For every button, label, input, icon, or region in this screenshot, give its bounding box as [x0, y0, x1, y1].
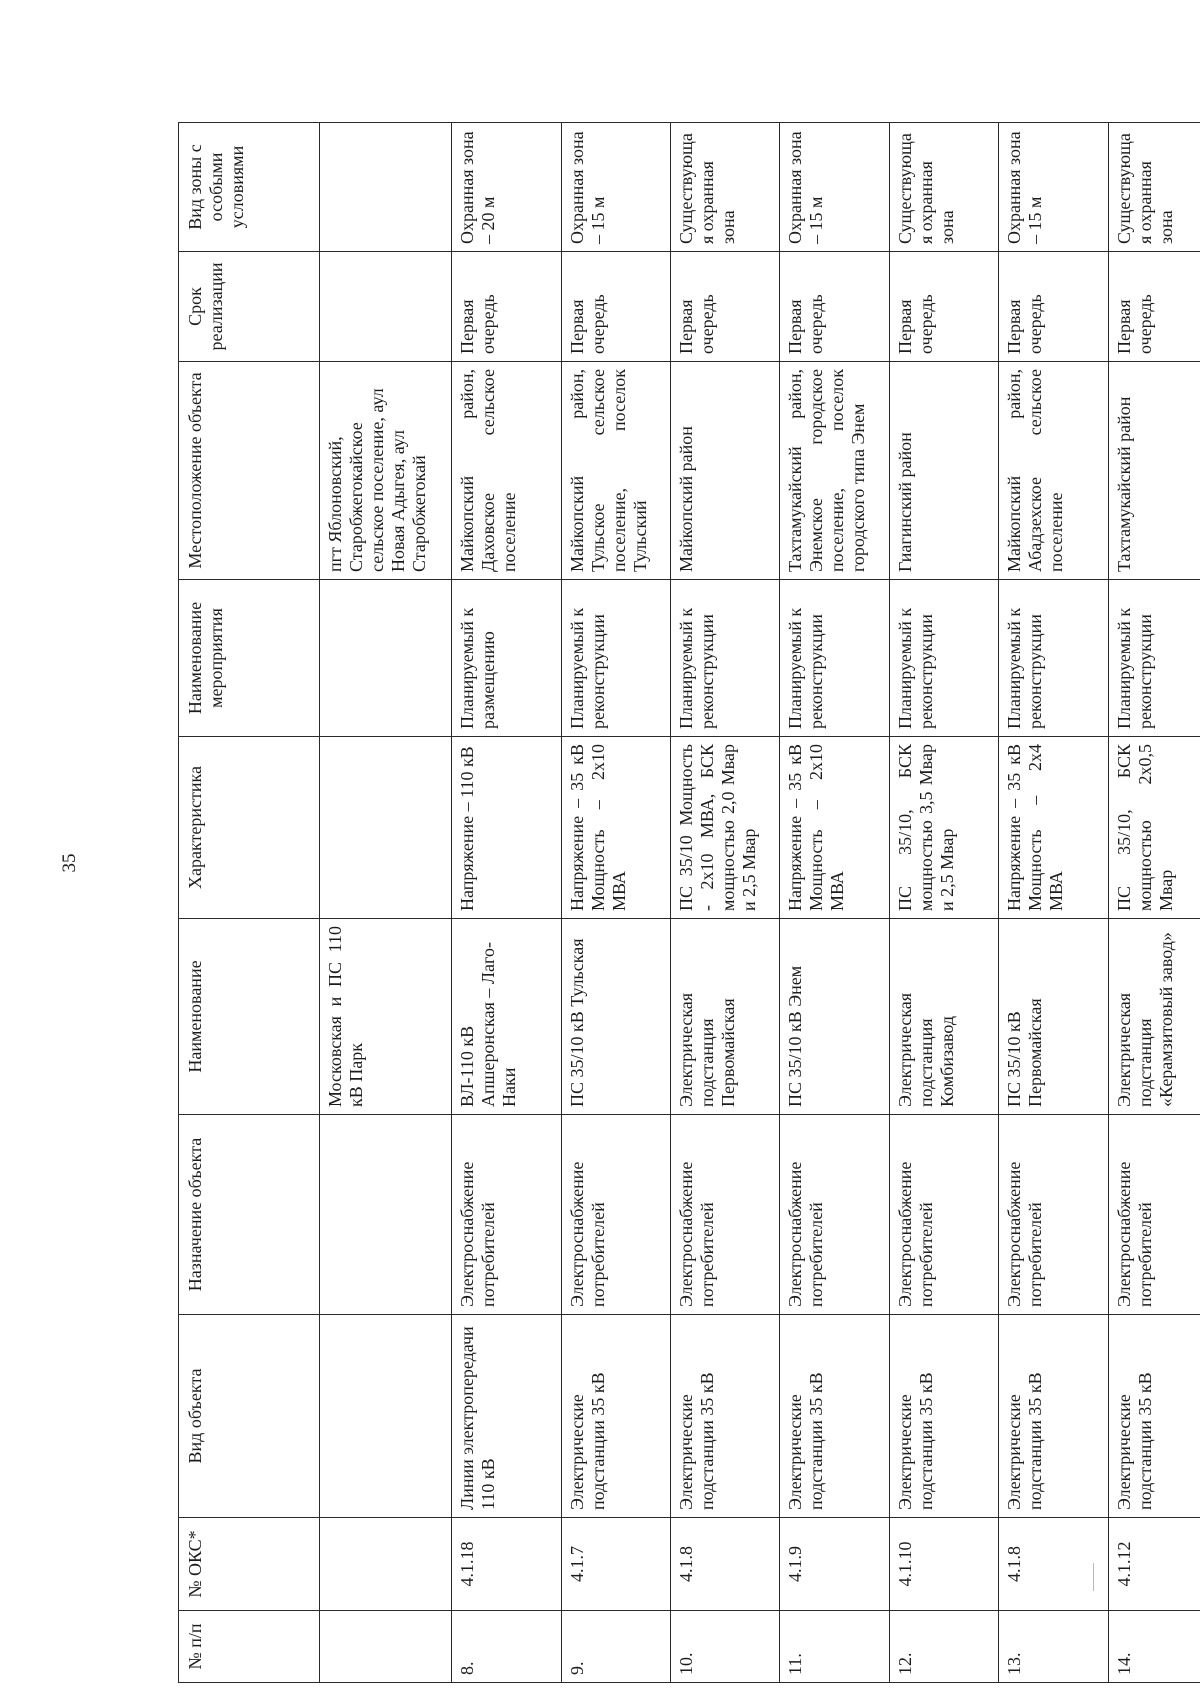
rotated-table-container — [178, 123, 1200, 1683]
table-cell-zone: Охранная зона – 15 м — [780, 123, 889, 252]
table-cell-num: 8. — [452, 1611, 561, 1683]
table-cell-action: Планируемый к размещению — [452, 580, 561, 737]
table-cell-name: ПС 35/10 кВ Энем — [780, 919, 889, 1115]
table-cell-action: Планируемый к реконструкции — [561, 580, 670, 737]
table-cell-kind: Электрические подстанции 35 кВ — [1108, 1315, 1200, 1518]
table-cell-purpose: Электроснабжение потребителей — [671, 1115, 780, 1315]
table-cell-spec: Напряжение – 110 кВ — [452, 737, 561, 919]
header-cell: Наименование — [179, 919, 320, 1115]
table-row — [780, 123, 889, 1683]
table-cell-term: Первая очередь — [999, 252, 1108, 362]
table-cell-oks: 4.1.18 — [452, 1518, 561, 1611]
table-cell-oks: 4.1.8 — [999, 1518, 1108, 1611]
table-cell — [320, 252, 452, 362]
table-cell-name: ПС 35/10 кВ Первомайская — [999, 919, 1108, 1115]
table-cell-name: ВЛ-110 кВ Апшеронская – Лаго-Наки — [452, 919, 561, 1115]
table-cell-location: Майкопский район, Даховское сельское поселение — [452, 362, 561, 580]
table-cell-num: 9. — [561, 1611, 670, 1683]
table-cell-oks: 4.1.7 — [561, 1518, 670, 1611]
table-cell-location: пгт Яблоновский, Старобжегокайское сельское поселение, аул Новая Адыгея, аул Старобжегокай — [320, 362, 452, 580]
table-cell-name: Электрическая подстанция Первомайская — [671, 919, 780, 1115]
table-row — [999, 123, 1108, 1683]
table-cell-location: Майкопский район, Абадзехское сельское поселение — [999, 362, 1108, 580]
table-cell-kind: Электрические подстанции 35 кВ — [999, 1315, 1108, 1518]
table-cell — [320, 1115, 452, 1315]
table-cell-spec: Напряжение – 35 кВ Мощность – 2х10 МВА — [561, 737, 670, 919]
table-cell-term: Первая очередь — [889, 252, 998, 362]
table-cell-location: Гиагинский район — [889, 362, 998, 580]
table-cell-kind: Электрические подстанции 35 кВ — [889, 1315, 998, 1518]
table-cell-zone: Существующая охранная зона — [671, 123, 780, 252]
table-cell-num: 11. — [780, 1611, 889, 1683]
table-cell-purpose: Электроснабжение потребителей — [452, 1115, 561, 1315]
table-cell-zone: Охранная зона – 15 м — [561, 123, 670, 252]
table-cell-purpose: Электроснабжение потребителей — [561, 1115, 670, 1315]
table-cell-action: Планируемый к реконструкции — [780, 580, 889, 737]
table-cell-purpose: Электроснабжение потребителей — [1108, 1115, 1200, 1315]
table-cell-action: Планируемый к реконструкции — [671, 580, 780, 737]
table-header-row — [179, 123, 320, 1683]
table-cell — [320, 123, 452, 252]
table-cell-action: Планируемый к реконструкции — [1108, 580, 1200, 737]
table-cell-spec: ПС 35/10, БСК мощностью 2х0,5 Мвар — [1108, 737, 1200, 919]
table-cell-name: Московская и ПС 110 кВ Парк — [320, 919, 452, 1115]
table-cell-action: Планируемый к реконструкции — [999, 580, 1108, 737]
table-body — [179, 123, 1200, 1683]
table-cell-location: Тахтамукайский район — [1108, 362, 1200, 580]
table-cell-zone: Существующая охранная зона — [889, 123, 998, 252]
table-cell-kind: Электрические подстанции 35 кВ — [561, 1315, 670, 1518]
table-cell-term: Первая очередь — [1108, 252, 1200, 362]
table-cell-term: Первая очередь — [671, 252, 780, 362]
table-cell-oks: 4.1.9 — [780, 1518, 889, 1611]
table-row — [889, 123, 998, 1683]
table-cell — [320, 1611, 452, 1683]
table-cell-num: 14. — [1108, 1611, 1200, 1683]
table-cell-kind: Линии электропередачи 110 кВ — [452, 1315, 561, 1518]
table-cell-location: Майкопский район, Тульское сельское поселение, поселок Тульский — [561, 362, 670, 580]
header-cell: Назначение объекта — [179, 1115, 320, 1315]
table-cell-spec: ПС 35/10, БСК мощностью 3,5 Мвар и 2,5 Мвар — [889, 737, 998, 919]
table-cell-term: Первая очередь — [452, 252, 561, 362]
page-number: 35 — [59, 853, 80, 873]
table-cell-oks: 4.1.12 — [1108, 1518, 1200, 1611]
table-cell-location: Тахтамукайский район, Энемское городское поселение, поселок городского типа Энем — [780, 362, 889, 580]
table-row — [452, 123, 561, 1683]
table-cell-name: Электрическая подстанция «Керамзитовый завод» — [1108, 919, 1200, 1115]
table-cell-oks: 4.1.8 — [671, 1518, 780, 1611]
header-cell: Наименование мероприятия — [179, 580, 320, 737]
header-cell: № ОКС* — [179, 1518, 320, 1611]
table-cell-term: Первая очередь — [780, 252, 889, 362]
table-cell-num: 10. — [671, 1611, 780, 1683]
header-cell: Характеристика — [179, 737, 320, 919]
table-row-continuation — [320, 123, 452, 1683]
table-row — [671, 123, 780, 1683]
table-cell-oks: 4.1.10 — [889, 1518, 998, 1611]
table-cell — [320, 580, 452, 737]
table-cell-purpose: Электроснабжение потребителей — [780, 1115, 889, 1315]
header-cell: № п/п — [179, 1611, 320, 1683]
table-cell-zone: Существующая охранная зона — [1108, 123, 1200, 252]
table-cell-purpose: Электроснабжение потребителей — [999, 1115, 1108, 1315]
table-row — [1108, 123, 1200, 1683]
table-cell — [320, 737, 452, 919]
table-cell-spec: Напряжение – 35 кВ Мощность – 2х4 МВА — [999, 737, 1108, 919]
table-cell-kind: Электрические подстанции 35 кВ — [671, 1315, 780, 1518]
table-cell — [320, 1315, 452, 1518]
table-cell-purpose: Электроснабжение потребителей — [889, 1115, 998, 1315]
table-cell-spec: ПС 35/10 Мощность - 2х10 МВА, БСК мощностью 2,0 Мвар и 2,5 Мвар — [671, 737, 780, 919]
table-cell-term: Первая очередь — [561, 252, 670, 362]
table-cell-name: Электрическая подстанция Комбизавод — [889, 919, 998, 1115]
objects-table — [178, 122, 1200, 1683]
header-cell: Срок реализации — [179, 252, 320, 362]
table-cell — [320, 1518, 452, 1611]
table-cell-spec: Напряжение – 35 кВ Мощность – 2х10 МВА — [780, 737, 889, 919]
table-cell-location: Майкопский район — [671, 362, 780, 580]
header-cell: Местоположение объекта — [179, 362, 320, 580]
header-cell: Вид объекта — [179, 1315, 320, 1518]
table-cell-action: Планируемый к реконструкции — [889, 580, 998, 737]
table-cell-zone: Охранная зона – 15 м — [999, 123, 1108, 252]
table-cell-num: 12. — [889, 1611, 998, 1683]
header-cell: Вид зоны с особыми условиями — [179, 123, 320, 252]
table-cell-zone: Охранная зона – 20 м — [452, 123, 561, 252]
table-cell-kind: Электрические подстанции 35 кВ — [780, 1315, 889, 1518]
table-cell-name: ПС 35/10 кВ Тульская — [561, 919, 670, 1115]
table-row — [561, 123, 670, 1683]
table-cell-num: 13. — [999, 1611, 1108, 1683]
